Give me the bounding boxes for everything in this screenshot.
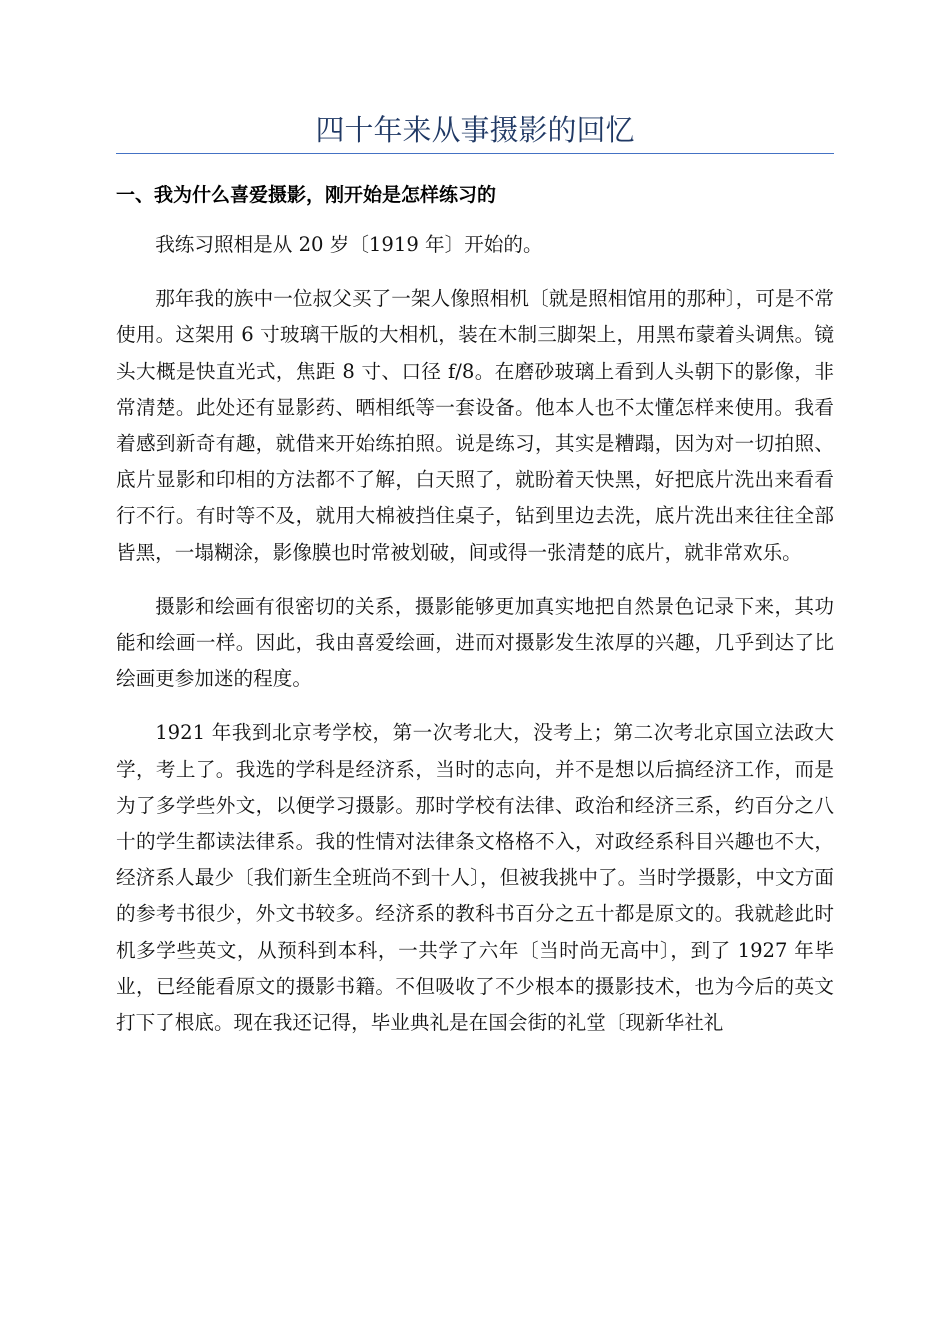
body-text bbox=[116, 227, 834, 1059]
paragraph-4: 1921 年我到北京考学校，第一次考北大，没考上；第二次考北京国立法政大学，考上了。我选的学科是经济系，当时的志向，并不是想以后搞经济工作，而是为了多学些外文，以便学习摄影。那时学校有法律、政治和经济三系，约百分之八十的学生都读法律系。我的性情对法律条文格格不入，对政经系科目兴趣也不大，经济系人最少〔我们新生全班尚不到十人〕，但被我挑中了。当时学摄影，中文方面的参考书很少，外文书较多。经济系的教科书百分之五十都是原文的。我就趁此时机多学些英文，从预科到本科，一共学了六年〔当时尚无高中〕，到了 1927 年毕业，已经能看原文的摄影书籍。不但吸收了不少根本的摄影技术，也为今后的英文打下了根底。现在我还记得，毕业典礼是在国会街的礼堂〔现新华社礼 bbox=[116, 721, 834, 1035]
paragraph-3: 摄影和绘画有很密切的关系，摄影能够更加真实地把自然景色记录下来，其功能和绘画一样。因此，我由喜爱绘画，进而对摄影发生浓厚的兴趣，几乎到达了比绘画更参加迷的程度。 bbox=[116, 594, 834, 691]
paragraph-1: 我练习照相是从 20 岁〔1919 年〕开始的。 bbox=[155, 233, 543, 256]
document-title: 四十年来从事摄影的回忆 bbox=[315, 113, 635, 147]
title-underline-divider bbox=[116, 153, 834, 154]
section-heading: 一、我为什么喜爱摄影，刚开始是怎样练习的 bbox=[116, 184, 497, 206]
paragraph-2: 那年我的族中一位叔父买了一架人像照相机〔就是照相馆用的那种〕，可是不常使用。这架用 6 寸玻璃干版的大相机，装在木制三脚架上，用黑布蒙着头调焦。镜头大概是快直光式，焦距 8 寸、口径 f/8。在磨砂玻璃上看到人头朝下的影像，非常清楚。此处还有显影药、晒相纸等一套设备。他本人也不太懂怎样来使用。我看着感到新奇有趣，就借来开始练拍照。说是练习，其实是糟蹋，因为对一切拍照、底片显影和印相的方法都不了解，白天照了，就盼着天快黑，好把底片洗出来看看行不行。有时等不及，就用大棉被挡住桌子，钻到里边去洗，底片洗出来往往全部皆黑，一塌糊涂，影像膜也时常被划破，间或得一张清楚的底片，就非常欢乐。 bbox=[116, 287, 834, 564]
